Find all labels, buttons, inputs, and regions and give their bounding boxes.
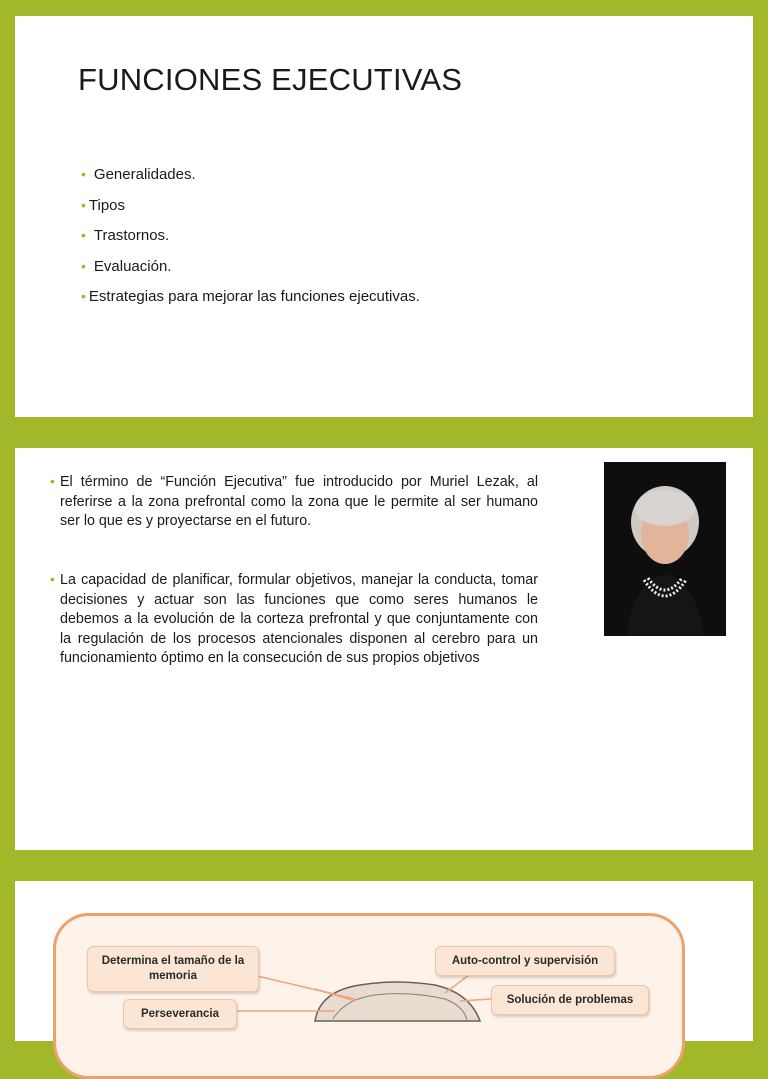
perseverancia-box: Perseverancia bbox=[123, 999, 237, 1029]
paragraph-lezak: • El término de “Función Ejecutiva” fue introducido por Muriel Lezak, al referirse a la zona prefrontal como la zona que le permite al ser humano ser lo que es y proyectarse en el futuro. bbox=[50, 473, 538, 529]
list-item: • Tipos bbox=[81, 196, 126, 214]
slide-2 bbox=[15, 448, 753, 850]
bullet-icon: • bbox=[81, 227, 86, 243]
list-item: • Estrategias para mejorar las funciones ejecutivas. bbox=[81, 288, 420, 305]
bullet-icon: • bbox=[81, 288, 86, 304]
bullet-icon: • bbox=[50, 473, 55, 489]
list-item: • Evaluación. bbox=[81, 257, 172, 275]
bullet-icon: • bbox=[81, 196, 86, 213]
bullet-icon: • bbox=[81, 257, 86, 274]
portrait-photo bbox=[604, 462, 726, 636]
list-item: • Generalidades. bbox=[81, 166, 196, 183]
paragraph-capacidad: • La capacidad de planificar, formular objetivos, manejar la conducta, tomar decisiones y actuar son las funciones que como seres humanos le debemos a la evolución de la corteza prefrontal y que conjuntamente con la regulación de los procesos atencionales disponen al cerebro para un funcionamiento óptimo en la consecución de sus propios objetivos bbox=[50, 571, 538, 666]
slide-3 bbox=[15, 881, 753, 1041]
solucion-box: Solución de problemas bbox=[491, 985, 649, 1015]
list-item: • Trastornos. bbox=[81, 227, 170, 244]
autocontrol-box: Auto-control y supervisión bbox=[435, 946, 615, 976]
slide-title: FUNCIONES EJECUTIVAS bbox=[78, 62, 463, 97]
memoria-box: Determina el tamaño de la memoria bbox=[87, 946, 259, 992]
slide-1 bbox=[15, 16, 753, 417]
topic-list bbox=[81, 166, 420, 319]
bullet-icon: • bbox=[50, 571, 55, 587]
bullet-icon: • bbox=[81, 166, 86, 182]
